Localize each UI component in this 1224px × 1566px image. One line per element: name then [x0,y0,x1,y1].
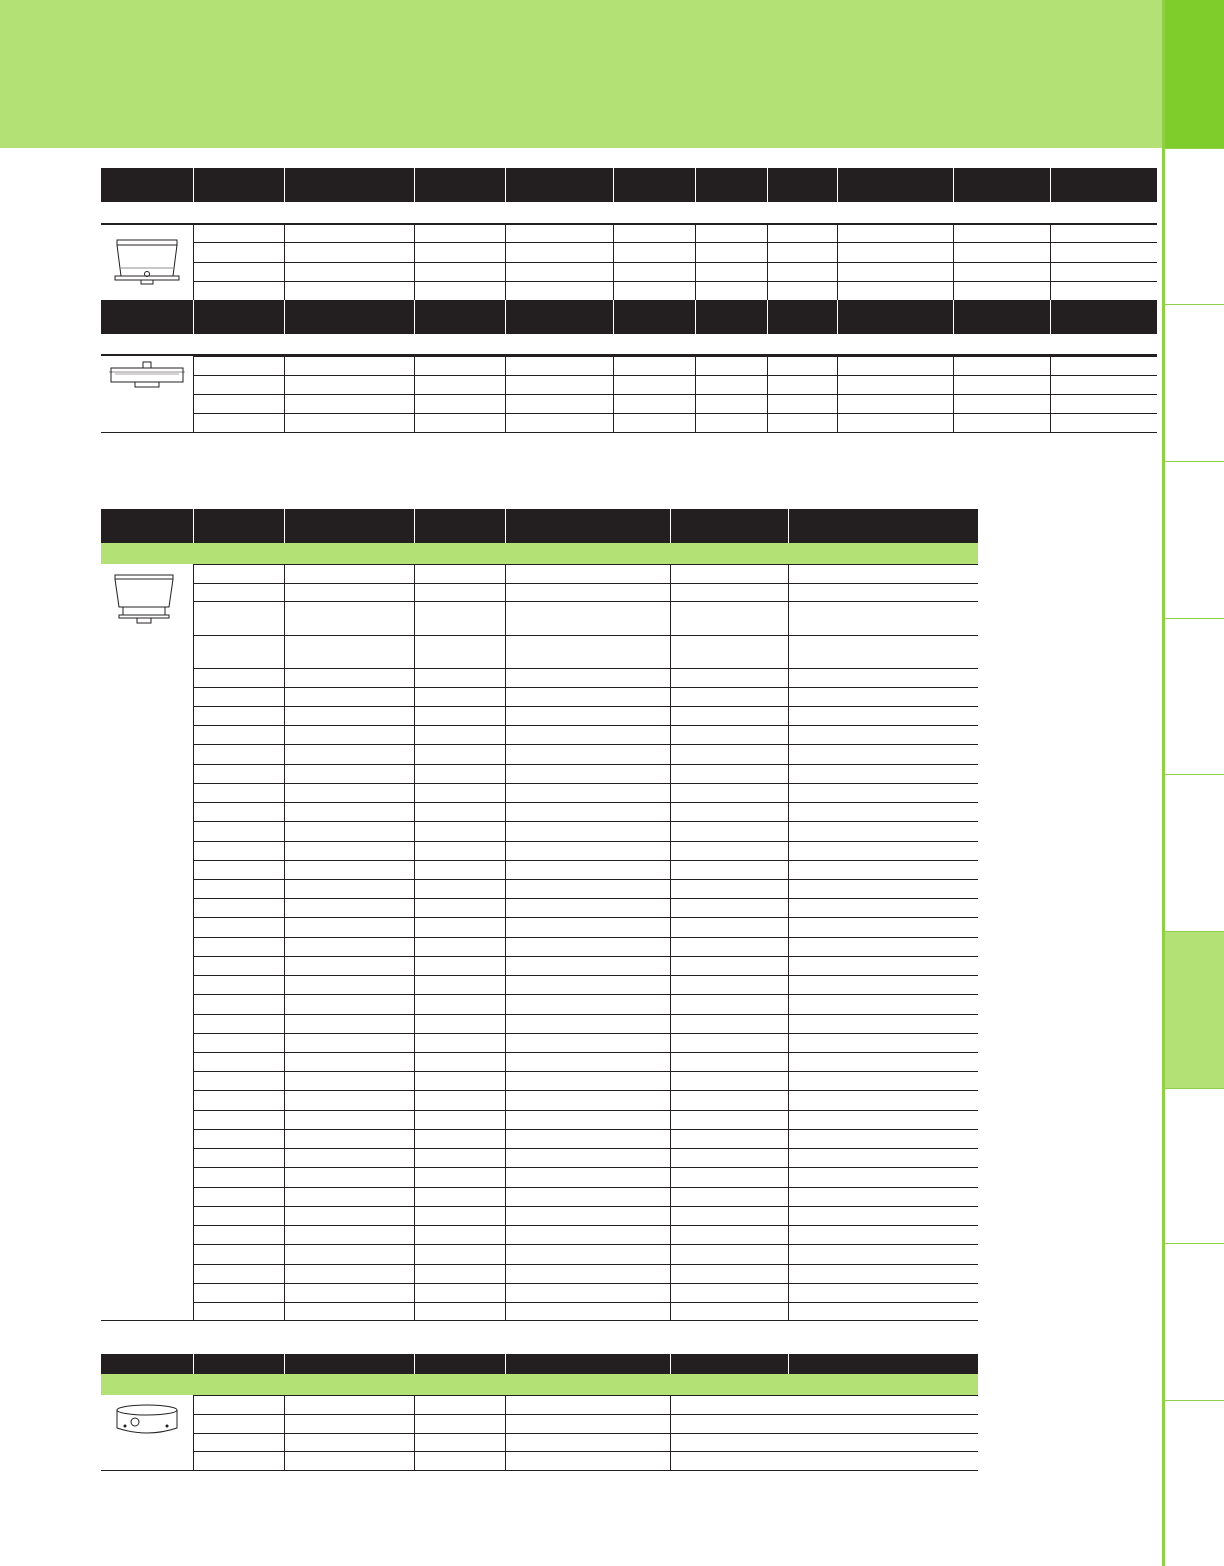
table-row-rule [193,841,978,842]
table-row-rule [193,744,978,745]
table-column-rule [837,224,838,300]
table-row-rule [193,242,1157,243]
table-row-rule [193,1302,978,1303]
table-header-cell [837,300,953,334]
table-row-rule [193,1110,978,1111]
table-row-rule [193,1187,978,1188]
table-row-rule [193,821,978,822]
table-column-rule [193,356,194,432]
table-column-rule [613,356,614,432]
table-header-cell [414,1354,505,1374]
table-row-rule [193,879,978,880]
table-column-rule [505,224,506,300]
table-header-cell [505,1354,670,1374]
table-row-rule [193,635,978,636]
table-header-cell [101,168,193,202]
table-row-rule [193,687,978,688]
table-row-rule [193,583,978,584]
table-column-rule [837,356,838,432]
table-row-rule [193,898,978,899]
table-header-cell [101,509,193,543]
table-row-rule [101,1470,978,1471]
table-header-cell [953,168,1050,202]
side-tab-divider [1165,461,1224,462]
table-row-rule [193,1167,978,1168]
table-column-rule [414,1395,415,1470]
table-header-cell [767,168,837,202]
table-header-cell [505,300,613,334]
table-header-cell [613,300,695,334]
spec-table-2 [101,300,1157,434]
table-header-cell [953,300,1050,334]
table-header-cell [788,509,978,543]
table-row-rule [193,917,978,918]
table-header-cell [193,1354,284,1374]
table-header-cell [505,168,613,202]
table-row-rule [193,356,1157,357]
table-header [101,300,1157,334]
side-tab-divider [1165,1400,1224,1401]
table-column-rule [767,356,768,432]
table-row-rule [193,1414,978,1415]
table-row-rule [193,764,978,765]
table-header [101,1354,978,1374]
table-column-rule [505,356,506,432]
table-column-rule [414,224,415,300]
ring-collar-drawing [111,1402,183,1442]
table-column-rule [695,224,696,300]
table-column-rule [670,1395,671,1470]
table-row-rule [193,281,1157,282]
table-column-rule [613,224,614,300]
table-row-rule [193,725,978,726]
table-row-rule [193,413,1157,414]
table-row-rule [193,1052,978,1053]
spec-table-3 [101,509,978,1321]
table-row-rule [193,1148,978,1149]
table-row-rule [193,262,1157,263]
section-tab-top[interactable] [1165,0,1224,148]
table-header-cell [695,300,767,334]
table-row-rule [193,860,978,861]
table-column-rule [284,224,285,300]
side-tab-divider [1165,148,1224,149]
table-header-cell [1050,168,1157,202]
table-row-rule [193,937,978,938]
table-column-rule [953,356,954,432]
table-header-cell [193,168,284,202]
table-header [101,168,1157,202]
table-header-cell [414,300,505,334]
table-column-rule [414,356,415,432]
table-column-rule [505,564,506,1320]
table-column-rule [788,564,789,1320]
table-row-rule [193,1071,978,1072]
table-column-rule [193,1395,194,1470]
table-header-cell [101,1354,193,1374]
table-header-cell [284,300,414,334]
spec-table-4 [101,1354,978,1472]
table-row-rule [193,1283,978,1284]
side-tab-divider [1165,304,1224,305]
group-band [101,543,978,564]
table-column-rule [1050,356,1051,432]
table-row-rule [193,1395,978,1396]
table-header-cell [837,168,953,202]
group-band [101,1374,978,1395]
table-row-rule [193,956,978,957]
table-header-cell [284,1354,414,1374]
table-header-cell [670,1354,788,1374]
table-row-rule [193,1090,978,1091]
table-header-cell [695,168,767,202]
table-row-rule [193,1264,978,1265]
table-row-rule [193,564,978,565]
recessed-housing-drawing [107,238,187,292]
side-tab-divider [1165,1243,1224,1244]
table-row-rule [193,394,1157,395]
section-tab-active[interactable] [1165,931,1224,1088]
table-header-cell [284,168,414,202]
side-tab-divider [1165,1088,1224,1089]
table-header-cell [613,168,695,202]
side-tab-divider [1165,931,1224,932]
table-header-cell [414,168,505,202]
table-row-rule [193,994,978,995]
table-row-rule [193,1451,978,1452]
table-header-cell [414,509,505,543]
table-column-rule [505,1395,506,1470]
table-row-rule [193,706,978,707]
table-row-rule [193,375,1157,376]
side-tab-divider [1165,774,1224,775]
table-row-rule [193,1206,978,1207]
table-row-rule [193,802,978,803]
table-row-rule [193,1244,978,1245]
table-header-cell [193,509,284,543]
table-column-rule [193,224,194,300]
page-header-band [0,0,1162,148]
table-row-rule [193,975,978,976]
table-column-rule [670,564,671,1320]
table-column-rule [1050,224,1051,300]
table-row-rule [193,1433,978,1434]
side-tab-divider [1165,618,1224,619]
table-column-rule [414,564,415,1320]
table-row-rule [193,1225,978,1226]
side-tab-rule [1162,0,1165,1566]
table-header-cell [505,509,670,543]
table-row-rule [193,1129,978,1130]
table-header-cell [1050,300,1157,334]
table-column-rule [695,356,696,432]
table-column-rule [284,1395,285,1470]
table-row-rule [193,1014,978,1015]
table-column-rule [953,224,954,300]
table-row-rule [193,601,978,602]
table-row-rule [193,783,978,784]
table-row-rule [193,1033,978,1034]
table-row-rule [101,432,1157,433]
table-header-cell [788,1354,978,1374]
table-column-rule [767,224,768,300]
table-column-rule [284,564,285,1320]
trim-drawing [109,573,179,627]
table-row-rule [193,224,1157,225]
table-header-cell [767,300,837,334]
shallow-housing-drawing [105,360,189,392]
table-header-cell [670,509,788,543]
table-column-rule [284,356,285,432]
table-row-rule [101,1320,978,1321]
table-header-cell [284,509,414,543]
table-column-rule [193,564,194,1320]
table-header [101,509,978,543]
table-row-rule [193,668,978,669]
table-header-cell [101,300,193,334]
table-header-cell [193,300,284,334]
